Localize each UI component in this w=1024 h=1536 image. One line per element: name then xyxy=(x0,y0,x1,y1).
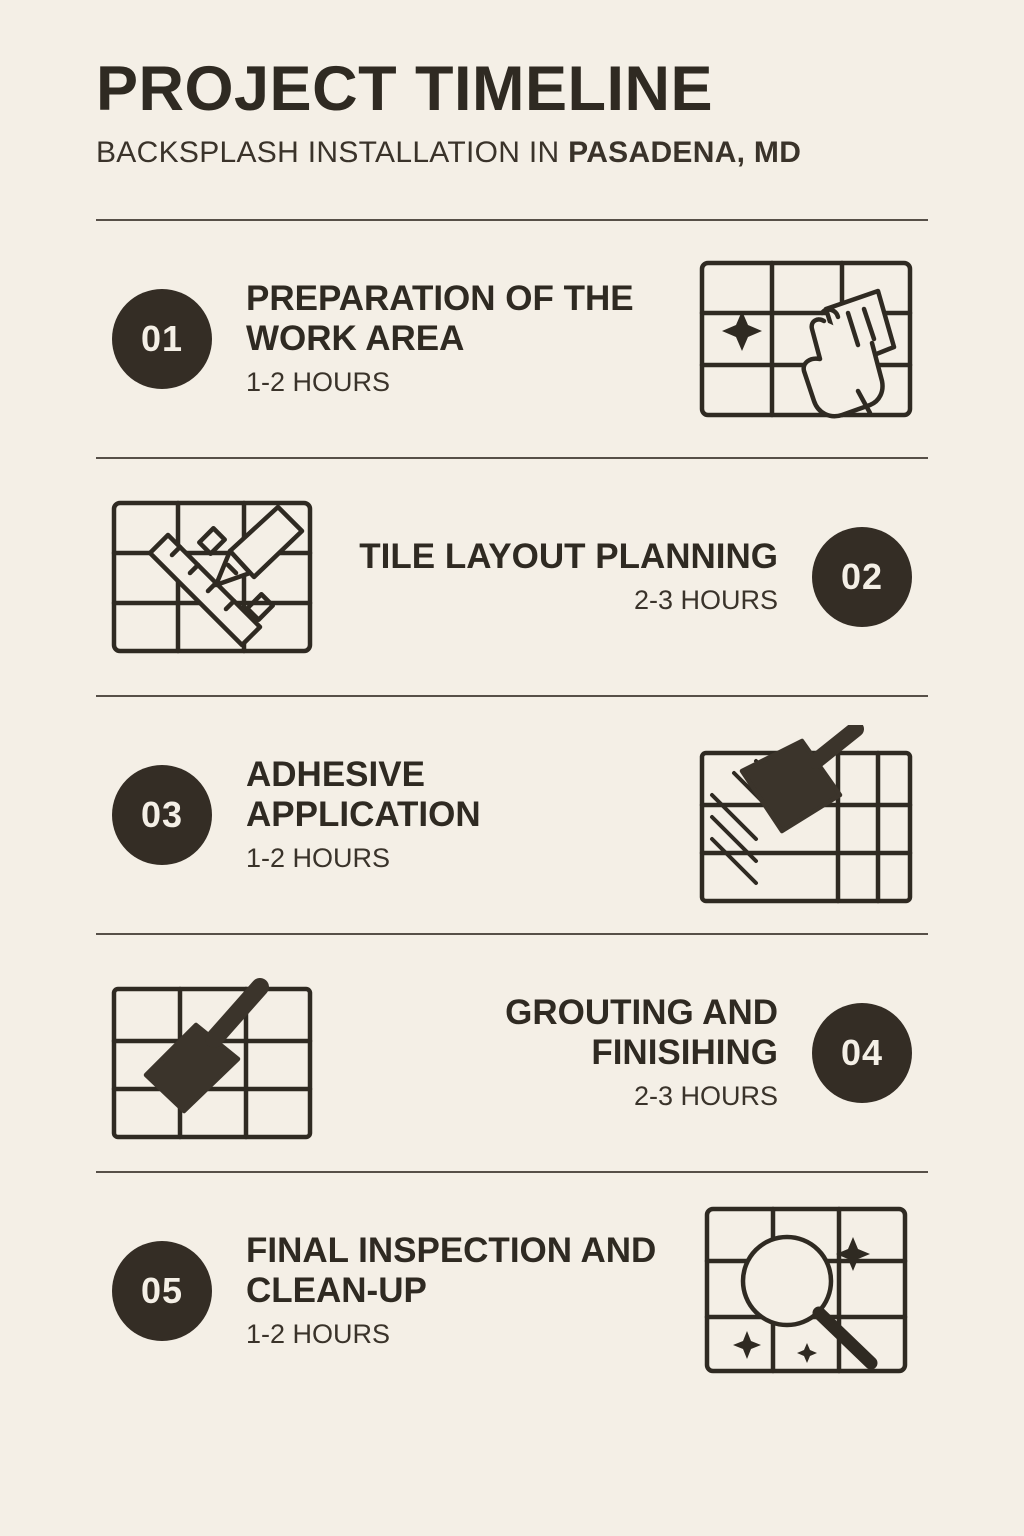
timeline-step-03 xyxy=(96,697,928,933)
step-icon-wrap-01 xyxy=(684,251,928,427)
magnifying-glass-sparkle-icon xyxy=(703,1203,909,1379)
step-duration: 2-3 HOURS xyxy=(633,1081,778,1112)
subtitle-location: PASADENA, MD xyxy=(568,136,802,170)
subtitle-prefix: BACKSPLASH INSTALLATION IN xyxy=(96,136,569,170)
step-icon-wrap-05 xyxy=(684,1203,928,1379)
step-icon-wrap-02 xyxy=(96,489,340,665)
step-number-badge: 01 xyxy=(112,289,212,389)
divider-1 xyxy=(96,457,928,459)
step-text-04 xyxy=(340,993,796,1113)
step-number-badge: 03 xyxy=(112,765,212,865)
timeline-step-05 xyxy=(96,1173,928,1409)
step-badge-wrap-01 xyxy=(96,289,228,389)
page-subtitle xyxy=(96,136,928,171)
step-number-badge: 05 xyxy=(112,1241,212,1341)
timeline-step-01 xyxy=(96,221,928,457)
divider-top xyxy=(96,219,928,221)
step-number-badge: 02 xyxy=(812,527,912,627)
step-title: GROUTING AND FINISIHING xyxy=(505,992,778,1073)
step-badge-wrap-04 xyxy=(796,1003,928,1103)
step-text-02 xyxy=(340,537,796,616)
step-title: FINAL INSPECTION AND CLEAN-UP xyxy=(246,1230,657,1311)
step-title: ADHESIVE APPLICATION xyxy=(246,754,481,835)
step-text-03 xyxy=(228,755,684,875)
timeline-step-04 xyxy=(96,935,928,1171)
step-duration: 1-2 HOURS xyxy=(246,367,391,398)
step-title: TILE LAYOUT PLANNING xyxy=(359,537,778,577)
tile-wall-cleaning-hand-icon xyxy=(698,251,914,427)
step-icon-wrap-03 xyxy=(684,725,928,905)
divider-4 xyxy=(96,1171,928,1173)
step-number-badge: 04 xyxy=(812,1003,912,1103)
step-text-05 xyxy=(228,1231,684,1351)
step-badge-wrap-03 xyxy=(96,765,228,865)
step-icon-wrap-04 xyxy=(96,963,340,1143)
step-badge-wrap-02 xyxy=(796,527,928,627)
page-title: PROJECT TIMELINE xyxy=(96,54,714,124)
divider-3 xyxy=(96,933,928,935)
step-duration: 1-2 HOURS xyxy=(246,1319,391,1350)
step-text-01 xyxy=(228,279,684,399)
step-duration: 1-2 HOURS xyxy=(246,843,391,874)
step-duration: 2-3 HOURS xyxy=(633,584,778,615)
grout-float-trowel-icon xyxy=(110,963,326,1143)
divider-2 xyxy=(96,695,928,697)
notched-trowel-adhesive-icon xyxy=(698,725,914,905)
timeline-step-02 xyxy=(96,459,928,695)
step-badge-wrap-05 xyxy=(96,1241,228,1341)
header xyxy=(96,0,928,171)
step-title: PREPARATION OF THE WORK AREA xyxy=(246,278,634,359)
tile-layout-pencil-ruler-icon xyxy=(110,489,326,665)
